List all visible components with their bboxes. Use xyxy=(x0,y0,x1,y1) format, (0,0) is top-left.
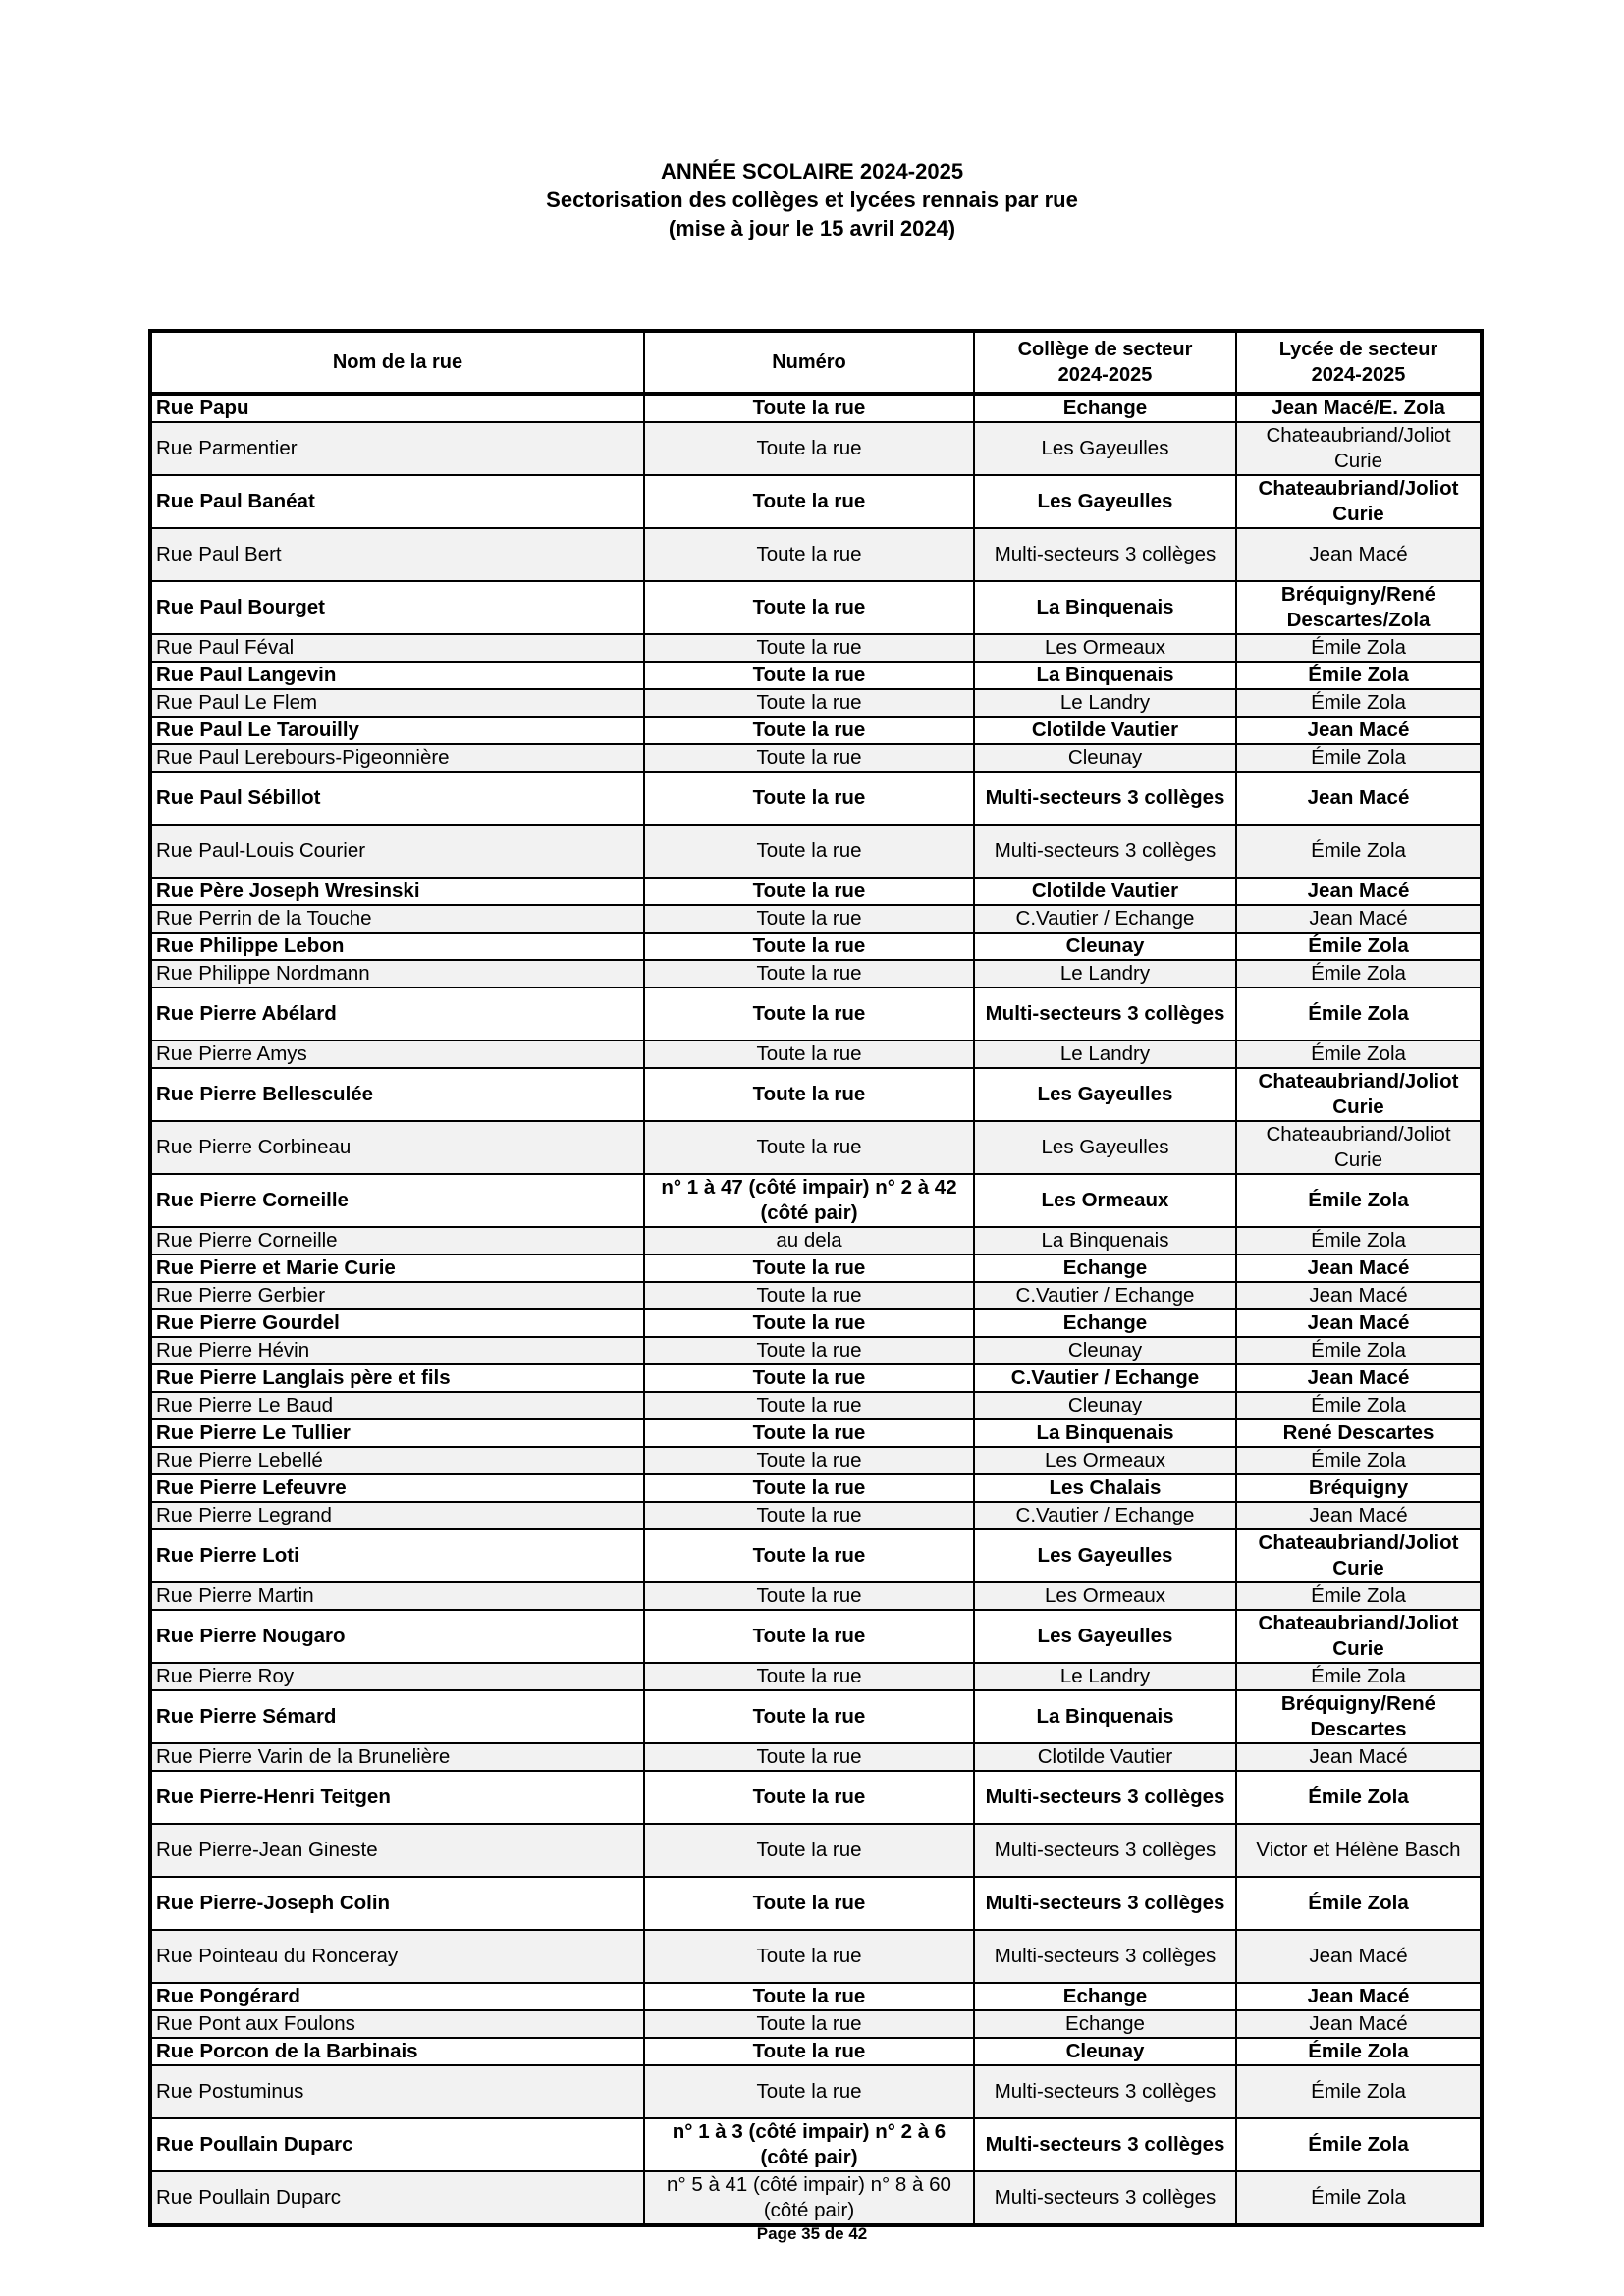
cell-college: Cleunay xyxy=(974,1392,1236,1419)
cell-street: Rue Pierre Corneille xyxy=(150,1174,644,1227)
cell-lycee: Émile Zola xyxy=(1236,2038,1482,2065)
cell-lycee: Jean Macé xyxy=(1236,528,1482,581)
table-row xyxy=(150,1364,1482,1392)
cell-number: Toute la rue xyxy=(644,2010,974,2038)
cell-street: Rue Pongérard xyxy=(150,1983,644,2010)
update-date: (mise à jour le 15 avril 2024) xyxy=(668,216,956,240)
cell-college: C.Vautier / Echange xyxy=(974,1502,1236,1529)
cell-number: Toute la rue xyxy=(644,772,974,825)
cell-street: Rue Paul Le Flem xyxy=(150,689,644,717)
cell-college: Echange xyxy=(974,394,1236,422)
cell-number: n° 1 à 47 (côté impair) n° 2 à 42 (côté pair) xyxy=(644,1174,974,1227)
cell-street: Rue Philippe Nordmann xyxy=(150,960,644,988)
cell-number: Toute la rue xyxy=(644,475,974,528)
table-row xyxy=(150,960,1482,988)
cell-lycee: Jean Macé xyxy=(1236,1743,1482,1771)
cell-number: Toute la rue xyxy=(644,1743,974,1771)
cell-number: Toute la rue xyxy=(644,394,974,422)
cell-number: Toute la rue xyxy=(644,422,974,475)
table-row xyxy=(150,1474,1482,1502)
cell-street: Rue Paul Féval xyxy=(150,634,644,662)
cell-number: Toute la rue xyxy=(644,662,974,689)
cell-number: Toute la rue xyxy=(644,1282,974,1309)
cell-college: Clotilde Vautier xyxy=(974,878,1236,905)
cell-college: Clotilde Vautier xyxy=(974,717,1236,744)
cell-street: Rue Pierre-Joseph Colin xyxy=(150,1877,644,1930)
table-row xyxy=(150,1447,1482,1474)
table-row xyxy=(150,744,1482,772)
table-row xyxy=(150,1174,1482,1227)
table-row xyxy=(150,2065,1482,2118)
cell-street: Rue Papu xyxy=(150,394,644,422)
cell-street: Rue Perrin de la Touche xyxy=(150,905,644,933)
cell-college: Echange xyxy=(974,1255,1236,1282)
cell-number: Toute la rue xyxy=(644,581,974,634)
table-row xyxy=(150,988,1482,1041)
cell-college: Les Gayeulles xyxy=(974,1610,1236,1663)
cell-lycee: Émile Zola xyxy=(1236,689,1482,717)
cell-number: Toute la rue xyxy=(644,1663,974,1690)
cell-number: Toute la rue xyxy=(644,1255,974,1282)
cell-street: Rue Postuminus xyxy=(150,2065,644,2118)
table-row xyxy=(150,1983,1482,2010)
cell-lycee: Jean Macé xyxy=(1236,772,1482,825)
cell-street: Rue Père Joseph Wresinski xyxy=(150,878,644,905)
table-row xyxy=(150,1529,1482,1582)
cell-number: Toute la rue xyxy=(644,1983,974,2010)
cell-college: Le Landry xyxy=(974,1663,1236,1690)
cell-college: La Binquenais xyxy=(974,1419,1236,1447)
cell-lycee: Émile Zola xyxy=(1236,744,1482,772)
cell-college: Multi-secteurs 3 collèges xyxy=(974,988,1236,1041)
cell-number: Toute la rue xyxy=(644,1474,974,1502)
cell-number: Toute la rue xyxy=(644,1068,974,1121)
cell-college: Multi-secteurs 3 collèges xyxy=(974,1824,1236,1877)
cell-street: Rue Pierre Le Tullier xyxy=(150,1419,644,1447)
table-row xyxy=(150,933,1482,960)
cell-street: Rue Pont aux Foulons xyxy=(150,2010,644,2038)
cell-number: Toute la rue xyxy=(644,634,974,662)
table-row xyxy=(150,528,1482,581)
cell-lycee: Émile Zola xyxy=(1236,1877,1482,1930)
cell-lycee: Émile Zola xyxy=(1236,1582,1482,1610)
cell-number: Toute la rue xyxy=(644,2065,974,2118)
table-row xyxy=(150,1337,1482,1364)
table-row xyxy=(150,1068,1482,1121)
cell-street: Rue Paul Lerebours-Pigeonnière xyxy=(150,744,644,772)
cell-street: Rue Pierre Gourdel xyxy=(150,1309,644,1337)
cell-number: Toute la rue xyxy=(644,1690,974,1743)
table-row xyxy=(150,772,1482,825)
school-year-title: ANNÉE SCOLAIRE 2024-2025 xyxy=(660,159,964,184)
table-row xyxy=(150,1690,1482,1743)
sectorisation-table xyxy=(148,329,1484,2227)
cell-college: Le Landry xyxy=(974,689,1236,717)
cell-college: Multi-secteurs 3 collèges xyxy=(974,2118,1236,2171)
cell-street: Rue Poullain Duparc xyxy=(150,2171,644,2225)
cell-lycee: Émile Zola xyxy=(1236,1392,1482,1419)
column-header-number: Numéro xyxy=(644,331,974,394)
cell-number: Toute la rue xyxy=(644,744,974,772)
cell-street: Rue Pierre Amys xyxy=(150,1041,644,1068)
cell-street: Rue Paul-Louis Courier xyxy=(150,825,644,878)
cell-street: Rue Pierre Le Baud xyxy=(150,1392,644,1419)
table-row xyxy=(150,825,1482,878)
cell-number: Toute la rue xyxy=(644,1824,974,1877)
cell-number: Toute la rue xyxy=(644,960,974,988)
cell-lycee: Émile Zola xyxy=(1236,960,1482,988)
cell-college: Les Ormeaux xyxy=(974,1174,1236,1227)
cell-lycee: Jean Macé xyxy=(1236,1364,1482,1392)
cell-street: Rue Pierre Gerbier xyxy=(150,1282,644,1309)
cell-number: Toute la rue xyxy=(644,1309,974,1337)
page-number: Page 35 de 42 xyxy=(756,2224,868,2243)
cell-lycee: Chateaubriand/Joliot Curie xyxy=(1236,1529,1482,1582)
cell-lycee: René Descartes xyxy=(1236,1419,1482,1447)
cell-street: Rue Pierre Nougaro xyxy=(150,1610,644,1663)
cell-college: Cleunay xyxy=(974,933,1236,960)
cell-lycee: Émile Zola xyxy=(1236,1663,1482,1690)
cell-lycee: Émile Zola xyxy=(1236,825,1482,878)
cell-number: Toute la rue xyxy=(644,2038,974,2065)
cell-street: Rue Pierre Sémard xyxy=(150,1690,644,1743)
cell-street: Rue Pierre Corneille xyxy=(150,1227,644,1255)
table-row xyxy=(150,2118,1482,2171)
cell-street: Rue Paul Sébillot xyxy=(150,772,644,825)
cell-college: Echange xyxy=(974,2010,1236,2038)
cell-lycee: Émile Zola xyxy=(1236,1771,1482,1824)
table-row xyxy=(150,1771,1482,1824)
cell-street: Rue Paul Banéat xyxy=(150,475,644,528)
cell-lycee: Jean Macé xyxy=(1236,1282,1482,1309)
cell-college: La Binquenais xyxy=(974,1690,1236,1743)
cell-street: Rue Philippe Lebon xyxy=(150,933,644,960)
cell-lycee: Émile Zola xyxy=(1236,1337,1482,1364)
cell-number: Toute la rue xyxy=(644,1392,974,1419)
table-row xyxy=(150,1877,1482,1930)
cell-college: Clotilde Vautier xyxy=(974,1743,1236,1771)
cell-college: Cleunay xyxy=(974,1337,1236,1364)
cell-lycee: Émile Zola xyxy=(1236,1041,1482,1068)
cell-college: Multi-secteurs 3 collèges xyxy=(974,2171,1236,2225)
cell-college: Les Gayeulles xyxy=(974,422,1236,475)
cell-number: Toute la rue xyxy=(644,528,974,581)
cell-number: Toute la rue xyxy=(644,1337,974,1364)
cell-lycee: Chateaubriand/Joliot Curie xyxy=(1236,422,1482,475)
table-row xyxy=(150,2171,1482,2225)
cell-street: Rue Pierre Lefeuvre xyxy=(150,1474,644,1502)
cell-college: Les Gayeulles xyxy=(974,1529,1236,1582)
table-row xyxy=(150,1227,1482,1255)
cell-street: Rue Pierre Loti xyxy=(150,1529,644,1582)
document-header xyxy=(0,157,1624,242)
cell-street: Rue Pierre Martin xyxy=(150,1582,644,1610)
cell-lycee: Jean Macé xyxy=(1236,2010,1482,2038)
table-row xyxy=(150,1419,1482,1447)
cell-street: Rue Paul Langevin xyxy=(150,662,644,689)
cell-number: Toute la rue xyxy=(644,1877,974,1930)
table-row xyxy=(150,2010,1482,2038)
cell-college: Cleunay xyxy=(974,2038,1236,2065)
column-header-college: Collège de secteur 2024-2025 xyxy=(974,331,1236,394)
document-subtitle: Sectorisation des collèges et lycées rennais par rue xyxy=(546,187,1078,212)
cell-number: Toute la rue xyxy=(644,933,974,960)
cell-lycee: Émile Zola xyxy=(1236,1447,1482,1474)
table-row xyxy=(150,1502,1482,1529)
cell-lycee: Chateaubriand/Joliot Curie xyxy=(1236,475,1482,528)
cell-lycee: Jean Macé xyxy=(1236,1309,1482,1337)
cell-street: Rue Paul Bourget xyxy=(150,581,644,634)
cell-college: Les Chalais xyxy=(974,1474,1236,1502)
table-row xyxy=(150,878,1482,905)
cell-number: n° 5 à 41 (côté impair) n° 8 à 60 (côté pair) xyxy=(644,2171,974,2225)
cell-street: Rue Pierre-Henri Teitgen xyxy=(150,1771,644,1824)
cell-lycee: Jean Macé xyxy=(1236,878,1482,905)
cell-lycee: Émile Zola xyxy=(1236,2065,1482,2118)
cell-college: Les Ormeaux xyxy=(974,1582,1236,1610)
table-row xyxy=(150,634,1482,662)
cell-number: Toute la rue xyxy=(644,1502,974,1529)
cell-lycee: Émile Zola xyxy=(1236,2171,1482,2225)
table-row xyxy=(150,1282,1482,1309)
cell-college: C.Vautier / Echange xyxy=(974,1282,1236,1309)
cell-college: Multi-secteurs 3 collèges xyxy=(974,2065,1236,2118)
table-row xyxy=(150,1582,1482,1610)
table-row xyxy=(150,717,1482,744)
table-row xyxy=(150,2038,1482,2065)
cell-lycee: Jean Macé xyxy=(1236,717,1482,744)
cell-street: Rue Pierre et Marie Curie xyxy=(150,1255,644,1282)
table-row xyxy=(150,1663,1482,1690)
cell-street: Rue Paul Le Tarouilly xyxy=(150,717,644,744)
cell-street: Rue Pierre Bellesculée xyxy=(150,1068,644,1121)
cell-lycee: Victor et Hélène Basch xyxy=(1236,1824,1482,1877)
cell-lycee: Émile Zola xyxy=(1236,933,1482,960)
cell-number: Toute la rue xyxy=(644,1364,974,1392)
cell-street: Rue Pointeau du Ronceray xyxy=(150,1930,644,1983)
cell-number: Toute la rue xyxy=(644,1771,974,1824)
cell-number: Toute la rue xyxy=(644,1447,974,1474)
cell-college: Les Ormeaux xyxy=(974,1447,1236,1474)
cell-street: Rue Pierre Varin de la Brunelière xyxy=(150,1743,644,1771)
cell-lycee: Chateaubriand/Joliot Curie xyxy=(1236,1068,1482,1121)
table-row xyxy=(150,1041,1482,1068)
cell-number: Toute la rue xyxy=(644,1121,974,1174)
cell-lycee: Émile Zola xyxy=(1236,1174,1482,1227)
cell-lycee: Jean Macé/E. Zola xyxy=(1236,394,1482,422)
cell-number: Toute la rue xyxy=(644,1582,974,1610)
cell-college: La Binquenais xyxy=(974,1227,1236,1255)
cell-college: La Binquenais xyxy=(974,662,1236,689)
cell-lycee: Jean Macé xyxy=(1236,1502,1482,1529)
cell-number: Toute la rue xyxy=(644,1041,974,1068)
cell-number: Toute la rue xyxy=(644,1610,974,1663)
cell-lycee: Émile Zola xyxy=(1236,634,1482,662)
cell-street: Rue Pierre Hévin xyxy=(150,1337,644,1364)
table-row xyxy=(150,475,1482,528)
table-row xyxy=(150,394,1482,422)
cell-street: Rue Poullain Duparc xyxy=(150,2118,644,2171)
cell-number: Toute la rue xyxy=(644,1930,974,1983)
cell-college: Les Gayeulles xyxy=(974,475,1236,528)
table-row xyxy=(150,1743,1482,1771)
table-row xyxy=(150,581,1482,634)
cell-lycee: Émile Zola xyxy=(1236,1227,1482,1255)
cell-college: Le Landry xyxy=(974,960,1236,988)
cell-number: Toute la rue xyxy=(644,878,974,905)
cell-number: Toute la rue xyxy=(644,1529,974,1582)
table-row xyxy=(150,422,1482,475)
table-row xyxy=(150,1309,1482,1337)
cell-lycee: Émile Zola xyxy=(1236,2118,1482,2171)
cell-college: Cleunay xyxy=(974,744,1236,772)
cell-lycee: Jean Macé xyxy=(1236,1255,1482,1282)
cell-lycee: Bréquigny/René Descartes/Zola xyxy=(1236,581,1482,634)
table-row xyxy=(150,1121,1482,1174)
cell-lycee: Jean Macé xyxy=(1236,905,1482,933)
cell-number: Toute la rue xyxy=(644,689,974,717)
table-row xyxy=(150,1930,1482,1983)
cell-lycee: Chateaubriand/Joliot Curie xyxy=(1236,1121,1482,1174)
cell-number: Toute la rue xyxy=(644,825,974,878)
cell-street: Rue Pierre-Jean Gineste xyxy=(150,1824,644,1877)
cell-college: Multi-secteurs 3 collèges xyxy=(974,1771,1236,1824)
cell-lycee: Émile Zola xyxy=(1236,662,1482,689)
cell-college: La Binquenais xyxy=(974,581,1236,634)
table-row xyxy=(150,1255,1482,1282)
cell-college: Multi-secteurs 3 collèges xyxy=(974,772,1236,825)
cell-number: Toute la rue xyxy=(644,988,974,1041)
table-body xyxy=(150,394,1482,2225)
cell-college: Multi-secteurs 3 collèges xyxy=(974,528,1236,581)
cell-lycee: Chateaubriand/Joliot Curie xyxy=(1236,1610,1482,1663)
cell-college: Echange xyxy=(974,1983,1236,2010)
cell-number: au dela xyxy=(644,1227,974,1255)
cell-lycee: Bréquigny xyxy=(1236,1474,1482,1502)
cell-number: Toute la rue xyxy=(644,717,974,744)
cell-college: Les Gayeulles xyxy=(974,1068,1236,1121)
table-row xyxy=(150,662,1482,689)
cell-street: Rue Pierre Langlais père et fils xyxy=(150,1364,644,1392)
table-row xyxy=(150,689,1482,717)
cell-street: Rue Pierre Corbineau xyxy=(150,1121,644,1174)
cell-street: Rue Pierre Legrand xyxy=(150,1502,644,1529)
cell-street: Rue Parmentier xyxy=(150,422,644,475)
cell-college: Echange xyxy=(974,1309,1236,1337)
cell-street: Rue Pierre Roy xyxy=(150,1663,644,1690)
column-header-lycee: Lycée de secteur 2024-2025 xyxy=(1236,331,1482,394)
cell-street: Rue Pierre Abélard xyxy=(150,988,644,1041)
cell-college: Multi-secteurs 3 collèges xyxy=(974,1877,1236,1930)
table-row xyxy=(150,1610,1482,1663)
table-row xyxy=(150,905,1482,933)
cell-college: Le Landry xyxy=(974,1041,1236,1068)
column-header-street: Nom de la rue xyxy=(150,331,644,394)
cell-number: n° 1 à 3 (côté impair) n° 2 à 6 (côté pair) xyxy=(644,2118,974,2171)
cell-college: Les Gayeulles xyxy=(974,1121,1236,1174)
table-row xyxy=(150,1824,1482,1877)
cell-college: Multi-secteurs 3 collèges xyxy=(974,1930,1236,1983)
cell-lycee: Jean Macé xyxy=(1236,1930,1482,1983)
cell-lycee: Émile Zola xyxy=(1236,988,1482,1041)
cell-college: Multi-secteurs 3 collèges xyxy=(974,825,1236,878)
cell-number: Toute la rue xyxy=(644,905,974,933)
cell-street: Rue Porcon de la Barbinais xyxy=(150,2038,644,2065)
cell-college: C.Vautier / Echange xyxy=(974,1364,1236,1392)
cell-college: C.Vautier / Echange xyxy=(974,905,1236,933)
cell-lycee: Jean Macé xyxy=(1236,1983,1482,2010)
table-row xyxy=(150,1392,1482,1419)
cell-street: Rue Paul Bert xyxy=(150,528,644,581)
cell-street: Rue Pierre Lebellé xyxy=(150,1447,644,1474)
cell-college: Les Ormeaux xyxy=(974,634,1236,662)
cell-lycee: Bréquigny/René Descartes xyxy=(1236,1690,1482,1743)
cell-number: Toute la rue xyxy=(644,1419,974,1447)
table-header-row xyxy=(150,331,1482,394)
